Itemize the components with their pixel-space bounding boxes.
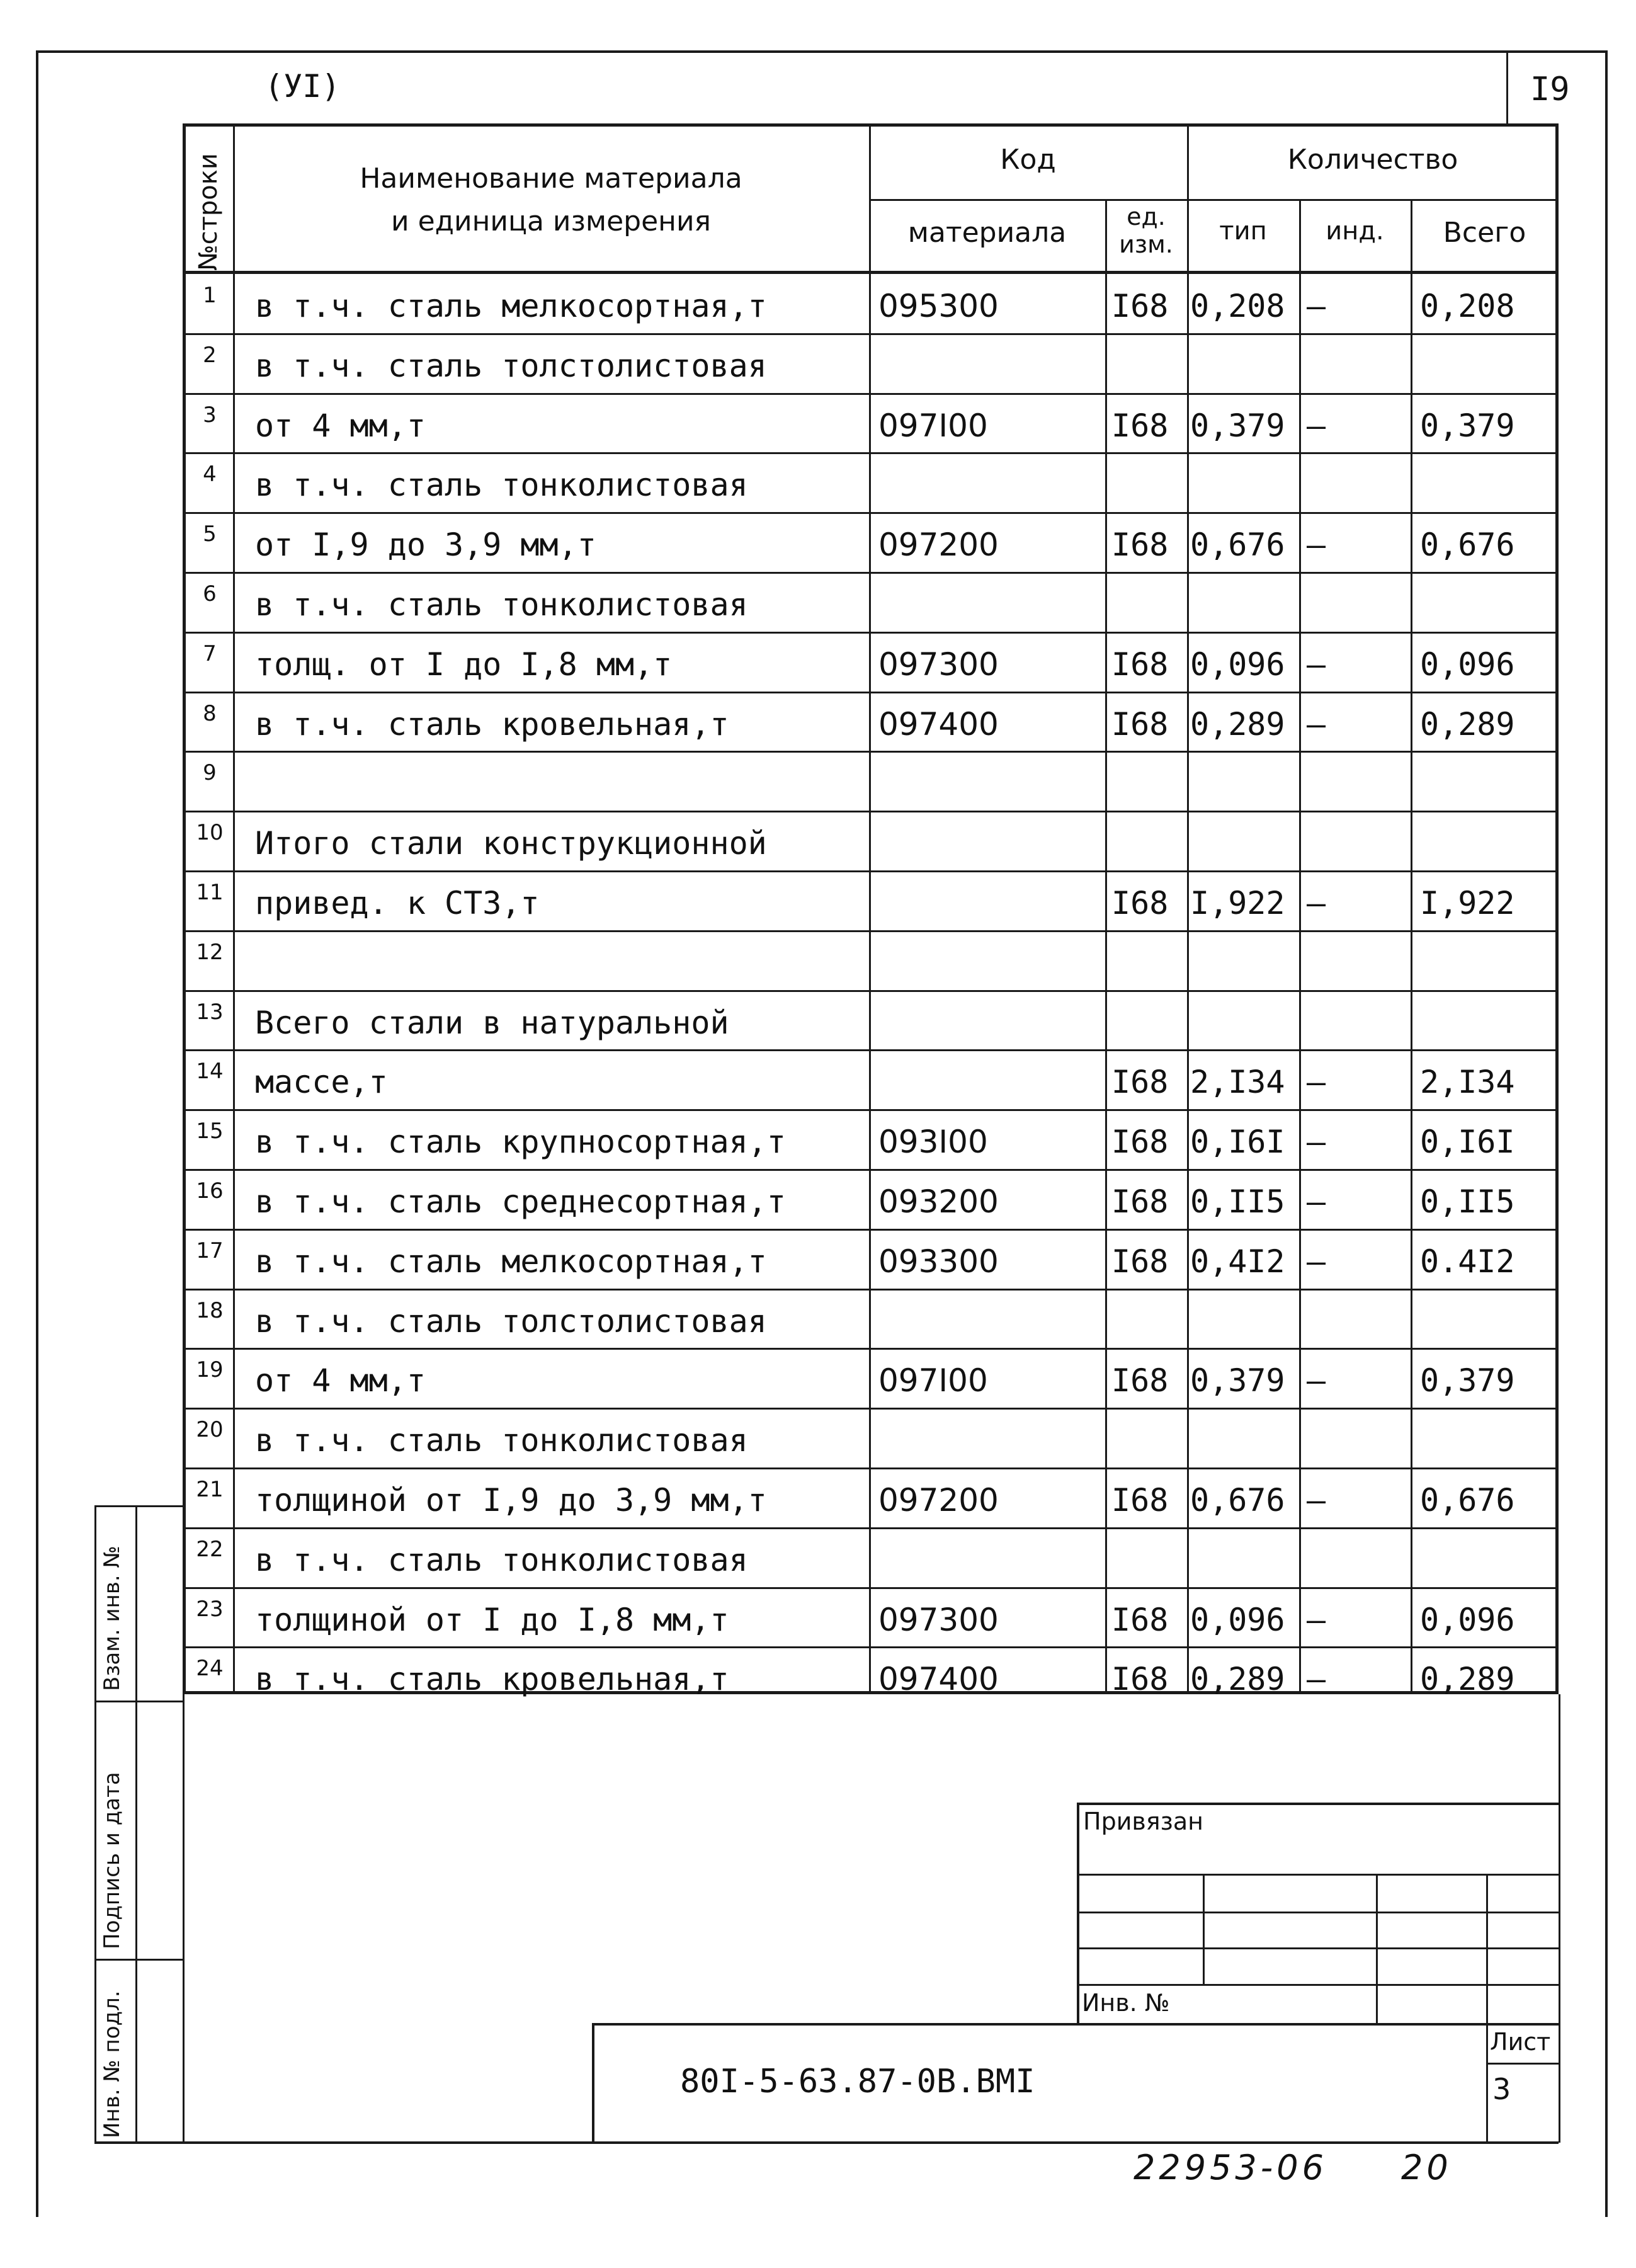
quantity-header: Количество xyxy=(1287,144,1458,176)
quantity-total: 2,I34 xyxy=(1420,1064,1515,1101)
quantity-total: 0,II5 xyxy=(1420,1183,1515,1220)
row-number-header: №строки xyxy=(194,153,223,271)
name-header-line2: и единица измерения xyxy=(390,205,712,237)
material-code: 097300 xyxy=(878,646,999,683)
material-name: в т.ч. сталь мелкосортная,т xyxy=(255,288,767,324)
header-mid-line xyxy=(869,199,1559,201)
total-header: Всего xyxy=(1443,217,1526,249)
row-separator xyxy=(183,1348,1559,1350)
col-divider-type xyxy=(1299,200,1301,1694)
col-divider-code xyxy=(1105,200,1107,1694)
quantity-ind: – xyxy=(1307,1601,1326,1638)
row-separator xyxy=(183,1527,1559,1529)
list-divider xyxy=(1486,2063,1559,2065)
row-number: 22 xyxy=(196,1536,224,1562)
row-separator xyxy=(183,870,1559,872)
row-number: 2 xyxy=(203,342,217,368)
quantity-total: 0.4I2 xyxy=(1420,1243,1515,1280)
quantity-ind: – xyxy=(1307,646,1326,683)
quantity-type: 0,289 xyxy=(1190,1661,1285,1698)
quantity-total: 0,289 xyxy=(1420,1661,1515,1698)
quantity-type: 0,II5 xyxy=(1190,1183,1285,1220)
quantity-total: 0,289 xyxy=(1420,705,1515,743)
quantity-type: 0,676 xyxy=(1190,1482,1285,1519)
quantity-type: 0,096 xyxy=(1190,646,1285,683)
row-number: 3 xyxy=(203,402,217,428)
row-separator xyxy=(183,333,1559,335)
material-name: толщиной от I,9 до 3,9 мм,т xyxy=(255,1482,767,1519)
row-separator xyxy=(183,1289,1559,1291)
material-name: в т.ч. сталь тонколистовая xyxy=(255,1422,748,1459)
unit-code: I68 xyxy=(1111,646,1169,683)
unit-code: I68 xyxy=(1111,1183,1169,1220)
row-separator xyxy=(183,751,1559,753)
row-separator xyxy=(183,1049,1559,1051)
quantity-total: 0,379 xyxy=(1420,407,1515,444)
quantity-ind: – xyxy=(1307,1124,1326,1161)
quantity-total: I,922 xyxy=(1420,885,1515,921)
inv-no-label: Инв. № xyxy=(1082,1989,1170,2017)
unit-code: I68 xyxy=(1111,1362,1169,1399)
unit-code: I68 xyxy=(1111,1601,1169,1638)
quantity-total: 0,676 xyxy=(1420,1482,1515,1519)
row-separator xyxy=(183,1646,1559,1648)
stamp-inv-podl: Инв. № подл. xyxy=(99,1990,125,2138)
unit-code: I68 xyxy=(1111,1482,1169,1519)
row-number: 1 xyxy=(203,283,217,308)
quantity-type: 0,289 xyxy=(1190,705,1285,743)
quantity-type: 0,I6I xyxy=(1190,1124,1285,1161)
quantity-total: 0,208 xyxy=(1420,288,1515,324)
material-code: 097I00 xyxy=(878,1362,988,1399)
stamp-divider-3 xyxy=(94,1959,183,1961)
quantity-ind: – xyxy=(1307,1482,1326,1519)
quantity-type: I,922 xyxy=(1190,885,1285,921)
quantity-ind: – xyxy=(1307,527,1326,564)
row-separator xyxy=(183,990,1559,992)
row-number: 18 xyxy=(196,1297,224,1323)
row-number: 11 xyxy=(196,880,224,905)
material-name: от 4 мм,т xyxy=(255,407,426,444)
quantity-type: 0,208 xyxy=(1190,288,1285,324)
quantity-ind: – xyxy=(1307,1661,1326,1698)
quantity-total: 0,379 xyxy=(1420,1362,1515,1399)
privyazan-col-1 xyxy=(1203,1874,1205,1984)
quantity-type: 0,379 xyxy=(1190,407,1285,444)
row-number: 12 xyxy=(196,939,224,965)
quantity-ind: – xyxy=(1307,885,1326,921)
material-name: толщ. от I до I,8 мм,т xyxy=(255,646,673,683)
unit-code: I68 xyxy=(1111,885,1169,921)
row-number: 7 xyxy=(203,641,217,666)
stamp-column-mid xyxy=(135,1505,137,2141)
row-number: 6 xyxy=(203,581,217,607)
material-code: 097400 xyxy=(878,1661,999,1698)
material-code: 097200 xyxy=(878,1482,999,1519)
section-label: (УI) xyxy=(264,68,341,105)
material-name: Итого стали конструкционной xyxy=(255,825,767,862)
row-number: 9 xyxy=(203,760,217,786)
archive-sheet: 20 xyxy=(1401,2148,1452,2187)
row-number: 23 xyxy=(196,1596,224,1622)
row-separator xyxy=(183,632,1559,634)
row-separator xyxy=(183,1408,1559,1410)
col-divider-name xyxy=(869,123,871,1694)
list-label: Лист xyxy=(1490,2028,1551,2056)
list-number: 3 xyxy=(1492,2072,1511,2106)
material-name: в т.ч. сталь крупносортная,т xyxy=(255,1124,786,1161)
quantity-total: 0,I6I xyxy=(1420,1124,1515,1161)
quantity-total: 0,676 xyxy=(1420,527,1515,564)
row-separator xyxy=(183,452,1559,454)
material-code: 095300 xyxy=(878,288,999,324)
row-number: 20 xyxy=(196,1417,224,1443)
quantity-type: 0,676 xyxy=(1190,527,1285,564)
stamp-divider-2 xyxy=(94,1701,183,1702)
material-code: 097I00 xyxy=(878,407,988,444)
unit-header-line2: изм. xyxy=(1119,231,1173,258)
quantity-ind: – xyxy=(1307,705,1326,743)
col-divider-unit xyxy=(1187,123,1189,1694)
material-name: привед. к СТ3,т xyxy=(255,885,540,921)
privyazan-col-2 xyxy=(1376,1874,1378,2025)
unit-code: I68 xyxy=(1111,1661,1169,1698)
material-code: 093300 xyxy=(878,1243,999,1280)
col-divider-rowno xyxy=(233,123,235,1694)
material-name: в т.ч. сталь тонколистовая xyxy=(255,467,748,504)
row-separator xyxy=(183,393,1559,395)
unit-code: I68 xyxy=(1111,705,1169,743)
quantity-ind: – xyxy=(1307,288,1326,324)
quantity-total: 0,096 xyxy=(1420,646,1515,683)
material-name: в т.ч. сталь тонколистовая xyxy=(255,586,748,623)
row-separator xyxy=(183,811,1559,812)
unit-code: I68 xyxy=(1111,1243,1169,1280)
col-divider-ind xyxy=(1411,200,1412,1694)
privyazan-label: Привязан xyxy=(1083,1808,1203,1835)
document-code: 80I-5-63.87-0В.ВМI xyxy=(680,2063,1035,2100)
material-name: в т.ч. сталь среднесортная,т xyxy=(255,1183,786,1220)
material-name: от 4 мм,т xyxy=(255,1362,426,1399)
row-number: 24 xyxy=(196,1656,224,1682)
material-code: 093200 xyxy=(878,1183,999,1220)
material-name: от I,9 до 3,9 мм,т xyxy=(255,527,596,564)
material-name: массе,т xyxy=(255,1064,388,1101)
material-name: в т.ч. сталь кровельная,т xyxy=(255,1661,729,1698)
quantity-type: 2,I34 xyxy=(1190,1064,1285,1101)
row-number: 4 xyxy=(203,462,217,487)
unit-code: I68 xyxy=(1111,1064,1169,1101)
quantity-ind: – xyxy=(1307,1183,1326,1220)
page-number-divider xyxy=(1506,50,1508,126)
material-code: 097400 xyxy=(878,705,999,743)
material-name: толщиной от I до I,8 мм,т xyxy=(255,1601,729,1638)
quantity-type: 0,379 xyxy=(1190,1362,1285,1399)
row-separator xyxy=(183,1467,1559,1469)
material-name: в т.ч. сталь тонколистовая xyxy=(255,1541,748,1578)
row-separator xyxy=(183,512,1559,514)
unit-code: I68 xyxy=(1111,288,1169,324)
material-code: 093I00 xyxy=(878,1124,988,1161)
row-number: 5 xyxy=(203,521,217,547)
quantity-type: 0,096 xyxy=(1190,1601,1285,1638)
ind-header: инд. xyxy=(1326,217,1384,246)
material-name: Всего стали в натуральной xyxy=(255,1004,729,1041)
material-header: материала xyxy=(907,217,1067,249)
row-number: 14 xyxy=(196,1059,224,1085)
stamp-divider-1 xyxy=(94,1505,183,1507)
material-code: 097300 xyxy=(878,1601,999,1638)
stamp-podpis-data: Подпись и дата xyxy=(99,1772,125,1949)
material-name: в т.ч. сталь толстолистовая xyxy=(255,1302,767,1340)
row-separator xyxy=(183,692,1559,693)
row-separator xyxy=(183,1587,1559,1589)
quantity-ind: – xyxy=(1307,407,1326,444)
row-number: 8 xyxy=(203,700,217,726)
header-bottom-line xyxy=(183,271,1559,274)
row-number: 15 xyxy=(196,1119,224,1144)
row-number: 10 xyxy=(196,820,224,846)
quantity-ind: – xyxy=(1307,1362,1326,1399)
row-number: 19 xyxy=(196,1357,224,1383)
material-name: в т.ч. сталь толстолистовая xyxy=(255,347,767,384)
quantity-total: 0,096 xyxy=(1420,1601,1515,1638)
row-separator xyxy=(183,930,1559,932)
row-separator xyxy=(183,1169,1559,1171)
row-number: 21 xyxy=(196,1477,224,1502)
row-separator xyxy=(183,572,1559,574)
material-code: 097200 xyxy=(878,527,999,564)
unit-header-line1: ед. xyxy=(1127,203,1166,231)
quantity-type: 0,4I2 xyxy=(1190,1243,1285,1280)
type-header: тип xyxy=(1219,217,1267,246)
row-number: 16 xyxy=(196,1178,224,1204)
stamp-column-right xyxy=(183,1505,185,2141)
row-separator xyxy=(183,1229,1559,1231)
archive-number: 22953-06 xyxy=(1133,2148,1327,2187)
page-right-inner xyxy=(1559,1694,1560,2143)
row-number: 13 xyxy=(196,999,224,1025)
page-number: I9 xyxy=(1530,71,1570,108)
stamp-vzam-inv: Взам. инв. № xyxy=(99,1546,125,1691)
material-name: в т.ч. сталь кровельная,т xyxy=(255,705,729,743)
unit-code: I68 xyxy=(1111,1124,1169,1161)
code-header: Код xyxy=(1000,144,1056,176)
row-separator xyxy=(183,1109,1559,1111)
unit-code: I68 xyxy=(1111,407,1169,444)
quantity-ind: – xyxy=(1307,1064,1326,1101)
unit-code: I68 xyxy=(1111,527,1169,564)
row-number: 17 xyxy=(196,1238,224,1263)
stamp-column-left xyxy=(94,1505,96,2141)
quantity-ind: – xyxy=(1307,1243,1326,1280)
name-header-line1: Наименование материала xyxy=(360,162,742,195)
material-name: в т.ч. сталь мелкосортная,т xyxy=(255,1243,767,1280)
